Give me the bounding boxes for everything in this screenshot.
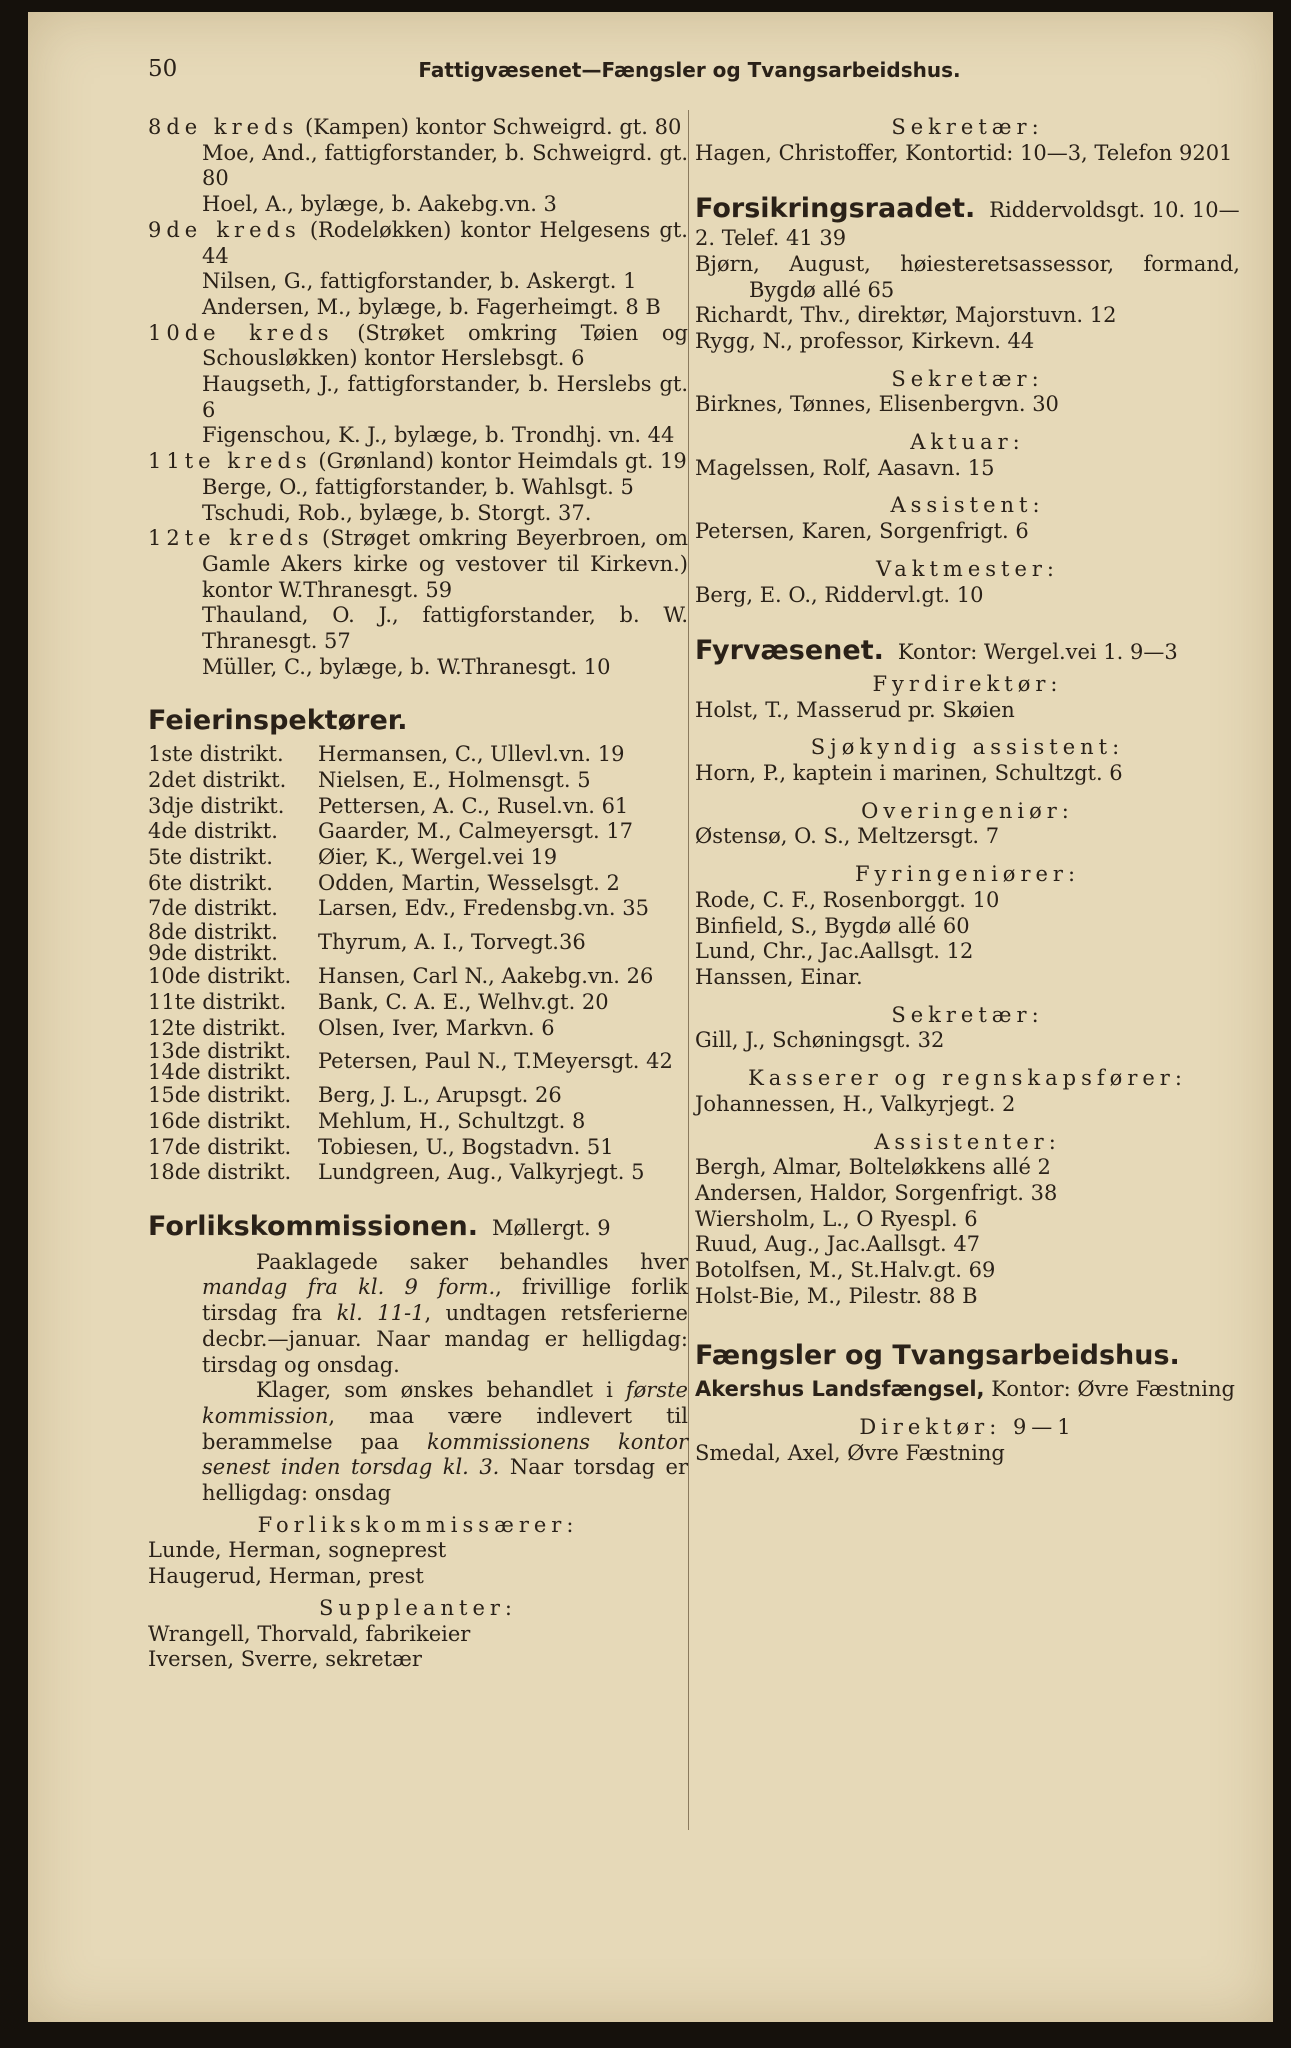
district-cell: 17de distrikt. (148, 1134, 292, 1159)
subheading-assistenter: Assistenter: (874, 1129, 1061, 1154)
entry-line: Petersen, Karen, Sorgenfrigt. 6 (695, 519, 1029, 544)
district-cell: 1ste distrikt. (148, 742, 284, 767)
kreds-9 (148, 218, 688, 321)
entry-line: Richardt, Thv., direktør, Majorstuvn. 12 (695, 303, 1117, 328)
section-title-faengsler: Fængsler og Tvangsarbeidshus. (695, 1340, 1180, 1372)
inspector-cell: Odden, Martin, Wesselsgt. 2 (318, 870, 620, 895)
district-cell: 3dje distrikt. (148, 793, 285, 818)
member-line: Lunde, Herman, sogneprest (148, 1538, 447, 1563)
inspector-cell: Tobiesen, U., Bogstadvn. 51 (318, 1134, 614, 1159)
district-cell: 4de distrikt. (148, 819, 278, 844)
table-row (148, 1135, 673, 1161)
inspector-cell: Bank, C. A. E., Welhv.gt. 20 (318, 989, 609, 1014)
column-divider (688, 110, 689, 1830)
inspector-cell: Lundgreen, Aug., Valkyrjegt. 5 (318, 1160, 645, 1185)
entry-line: Ruud, Aug., Jac.Aallsgt. 47 (695, 1232, 981, 1257)
member-line: Wrangell, Thorvald, fabrikeier (148, 1621, 471, 1646)
subheading-forlikskommissaerer: Forlikskommissærer: (257, 1512, 579, 1537)
subheading-sekretaer: Sekretær: (891, 115, 1044, 139)
subheading-overingenior: Overingeniør: (861, 798, 1074, 823)
kreds-line: Müller, C., bylæge, b. W.Thranesgt. 10 (202, 654, 611, 679)
kreds-line: Berge, O., fattigforstander, b. Wahlsgt. 5 (202, 474, 634, 499)
kreds-heading: 12te kreds (Strøget omkring Beyerbroen, om Gamle Akers kirke og vestover til Kirkevn.) kontor W.Thranesgt. 59 (148, 526, 688, 602)
kreds-line: Haugseth, J., fattigforstander, b. Herslebs gt. 6 (202, 372, 688, 422)
section-title-forsikringsraadet: Forsikringsraadet. Riddervoldsgt. 10. 10—2. Telef. 41 39 (695, 193, 1240, 251)
member-line: Iversen, Sverre, sekretær (148, 1647, 422, 1672)
kreds-line: Figenschou, K. J., bylæge, b. Trondhj. vn. 44 (202, 423, 675, 448)
entry-line: Østensø, O. S., Meltzersgt. 7 (695, 824, 1000, 849)
forsikring-info: Riddervoldsgt. 10. 10—2. Telef. 41 39 (695, 198, 1240, 251)
table-row (148, 1016, 673, 1042)
kreds-heading: 10de kreds (Strøket omkring Tøien og Schousløkken) kontor Herslebsgt. 6 (148, 320, 688, 371)
right-column (695, 115, 1240, 1466)
subheading-kasserer: Kasserer og regnskapsfører: (748, 1066, 1187, 1091)
kreds-heading: 9de kreds (Rodeløkken) kontor Helgesens gt. 44 (148, 217, 688, 268)
district-cell: 7de distrikt. (148, 896, 278, 921)
district-cell: 15de distrikt. (148, 1083, 292, 1108)
entry-line: Hanssen, Einar. (695, 964, 863, 989)
district-cell: 13de distrikt. 14de distrikt. (148, 1039, 292, 1085)
table-row (148, 990, 673, 1016)
kreds-12 (148, 526, 688, 680)
kreds-line: Thauland, O. J., fattigforstander, b. W. Thranesgt. 57 (202, 603, 688, 654)
table-row (148, 742, 673, 768)
fyr-info: Kontor: Wergel.vei 1. 9—3 (897, 640, 1178, 665)
inspector-cell: Øier, K., Wergel.vei 19 (318, 844, 558, 869)
kreds-heading: 8de kreds (Kampen) kontor Schweigrd. gt. 80 (148, 115, 682, 139)
kreds-line: Hoel, A., bylæge, b. Aakebg.vn. 3 (202, 192, 557, 217)
left-column (148, 115, 688, 1673)
entry-line: Rygg, N., professor, Kirkevn. 44 (695, 328, 1035, 353)
district-cell: 12te distrikt. (148, 1015, 287, 1040)
inspector-cell: Hermansen, C., Ullevl.vn. 19 (318, 742, 625, 767)
running-title: Fattigvæsenet—Fængsler og Tvangsarbeidshus. (418, 58, 961, 82)
subheading-aktuar: Aktuar: (910, 430, 1025, 455)
inspector-cell: Nielsen, E., Holmensgt. 5 (318, 767, 591, 792)
table-row (148, 922, 673, 964)
table-row (148, 794, 673, 820)
inspector-cell: Berg, J. L., Arupsgt. 26 (318, 1083, 562, 1108)
subheading-sekretaer: Sekretær: (891, 366, 1044, 391)
table-row (148, 871, 673, 897)
kreds-line: Nilsen, G., fattigforstander, b. Askergt. 1 (202, 269, 637, 294)
kreds-line: Andersen, M., bylæge, b. Fagerheimgt. 8 B (202, 294, 661, 319)
inspector-cell: Mehlum, H., Schultzgt. 8 (318, 1108, 586, 1133)
member-line: Haugerud, Herman, prest (148, 1564, 424, 1589)
page-header (148, 56, 1231, 96)
entry-line: Birknes, Tønnes, Elisenbergvn. 30 (695, 392, 1059, 417)
entry-line: Hagen, Christoffer, Kontortid: 10—3, Telefon 9201 (695, 140, 1233, 165)
subheading-assistent: Assistent: (890, 493, 1045, 518)
institution-line: Akershus Landsfængsel, Kontor: Øvre Fæstning (695, 1377, 1235, 1402)
table-row (148, 1160, 673, 1186)
district-cell: 8de distrikt. 9de distrikt. (148, 920, 278, 966)
inspector-cell: Hansen, Carl N., Aakebg.vn. 26 (318, 964, 654, 989)
subheading-fyrdirektor: Fyrdirektør: (872, 671, 1063, 696)
entry-line: Rode, C. F., Rosenborggt. 10 (695, 887, 1000, 912)
district-cell: 10de distrikt. (148, 964, 292, 989)
entry-line: Andersen, Haldor, Sorgenfrigt. 38 (695, 1180, 1058, 1205)
inspector-cell: Petersen, Paul N., T.Meyersgt. 42 (318, 1049, 673, 1074)
subheading-suppleanter: Suppleanter: (319, 1595, 517, 1620)
page-number: 50 (148, 56, 178, 82)
kreds-8 (148, 115, 688, 218)
kreds-heading: 11te kreds (Grønland) kontor Heimdals gt. 19 (148, 449, 687, 474)
entry-line: Horn, P., kaptein i marinen, Schultzgt. 6 (695, 761, 1123, 786)
inspector-cell: Gaarder, M., Calmeyersgt. 17 (318, 819, 634, 844)
inspector-cell: Thyrum, A. I., Torvegt.36 (318, 930, 586, 955)
table-row (148, 1041, 673, 1083)
table-row (148, 819, 673, 845)
entry-line: Johannessen, H., Valkyrjegt. 2 (695, 1091, 1016, 1116)
entry-line: Bergh, Almar, Bolteløkkens allé 2 (695, 1155, 1051, 1180)
entry-line: Magelssen, Rolf, Aasavn. 15 (695, 455, 995, 480)
district-cell: 2det distrikt. (148, 767, 287, 792)
district-cell: 18de distrikt. (148, 1160, 292, 1185)
entry-line: Holst, T., Masserud pr. Skøien (695, 697, 1015, 722)
entry-line: Holst-Bie, M., Pilestr. 88 B (695, 1283, 978, 1308)
inspector-cell: Larsen, Edv., Fredensbg.vn. 35 (318, 896, 649, 921)
entry-line: Lund, Chr., Jac.Aallsgt. 12 (695, 939, 974, 964)
kreds-line: Tschudi, Rob., bylæge, b. Storgt. 37. (202, 500, 592, 525)
kreds-11 (148, 449, 688, 526)
forlik-address: Møllergt. 9 (492, 1216, 611, 1241)
feier-table (148, 742, 673, 1186)
inspector-cell: Pettersen, A. C., Rusel.vn. 61 (318, 793, 629, 818)
section-title-fyrvaesenet: Fyrvæsenet. Kontor: Wergel.vei 1. 9—3 (695, 635, 1178, 667)
table-row (148, 1083, 673, 1109)
table-row (148, 1109, 673, 1135)
district-cell: 5te distrikt. (148, 844, 273, 869)
table-row (148, 845, 673, 871)
table-row (148, 896, 673, 922)
kreds-line: Moe, And., fattigforstander, b. Schweigrd. gt. 80 (202, 140, 688, 191)
subheading-vaktmester: Vaktmester: (875, 556, 1060, 581)
entry-line: Bjørn, August, høiesteretsassessor, formand, Bygdø allé 65 (695, 251, 1240, 302)
section-title-forlikskommissionen: Forlikskommissionen. Møllergt. 9 (148, 1211, 611, 1243)
forlik-paragraph-1: Paaklagede saker behandles hver mandag fra kl. 9 form., frivillige forlik tirsdag fra kl. 11-1, undtagen retsferierne decbr.—januar. Naar mandag er helligdag: tirsdag og onsdag. (202, 1249, 688, 1377)
entry-line: Wiersholm, L., O Ryespl. 6 (695, 1206, 978, 1231)
kreds-10 (148, 321, 688, 450)
district-cell: 11te distrikt. (148, 989, 287, 1014)
subheading-sjokyndig: Sjøkyndig assistent: (810, 735, 1125, 760)
entry-line: Botolfsen, M., St.Halv.gt. 69 (695, 1258, 996, 1283)
entry-line: Berg, E. O., Riddervl.gt. 10 (695, 582, 984, 607)
table-row (148, 768, 673, 794)
entry-line: Smedal, Axel, Øvre Fæstning (695, 1440, 1005, 1465)
subheading-fyringeniorer: Fyringeniører: (854, 862, 1081, 887)
entry-line: Gill, J., Schøningsgt. 32 (695, 1028, 945, 1053)
district-cell: 6te distrikt. (148, 870, 273, 895)
inspector-cell: Olsen, Iver, Markvn. 6 (318, 1015, 555, 1040)
table-row (148, 964, 673, 990)
subheading-sekretaer: Sekretær: (891, 1002, 1044, 1027)
entry-line: Binfield, S., Bygdø allé 60 (695, 913, 970, 938)
forlik-paragraph-2: Klager, som ønskes behandlet i første kommission, maa være indlevert til berammelse paa kommissionens kontor senest inden torsdag kl. 3. Naar torsdag er helligdag: onsdag (202, 1378, 688, 1506)
district-cell: 16de distrikt. (148, 1108, 292, 1133)
section-title-feierinspektorer: Feierinspektører. (148, 705, 408, 737)
subheading-direktor: Direktør: 9—1 (859, 1414, 1076, 1439)
